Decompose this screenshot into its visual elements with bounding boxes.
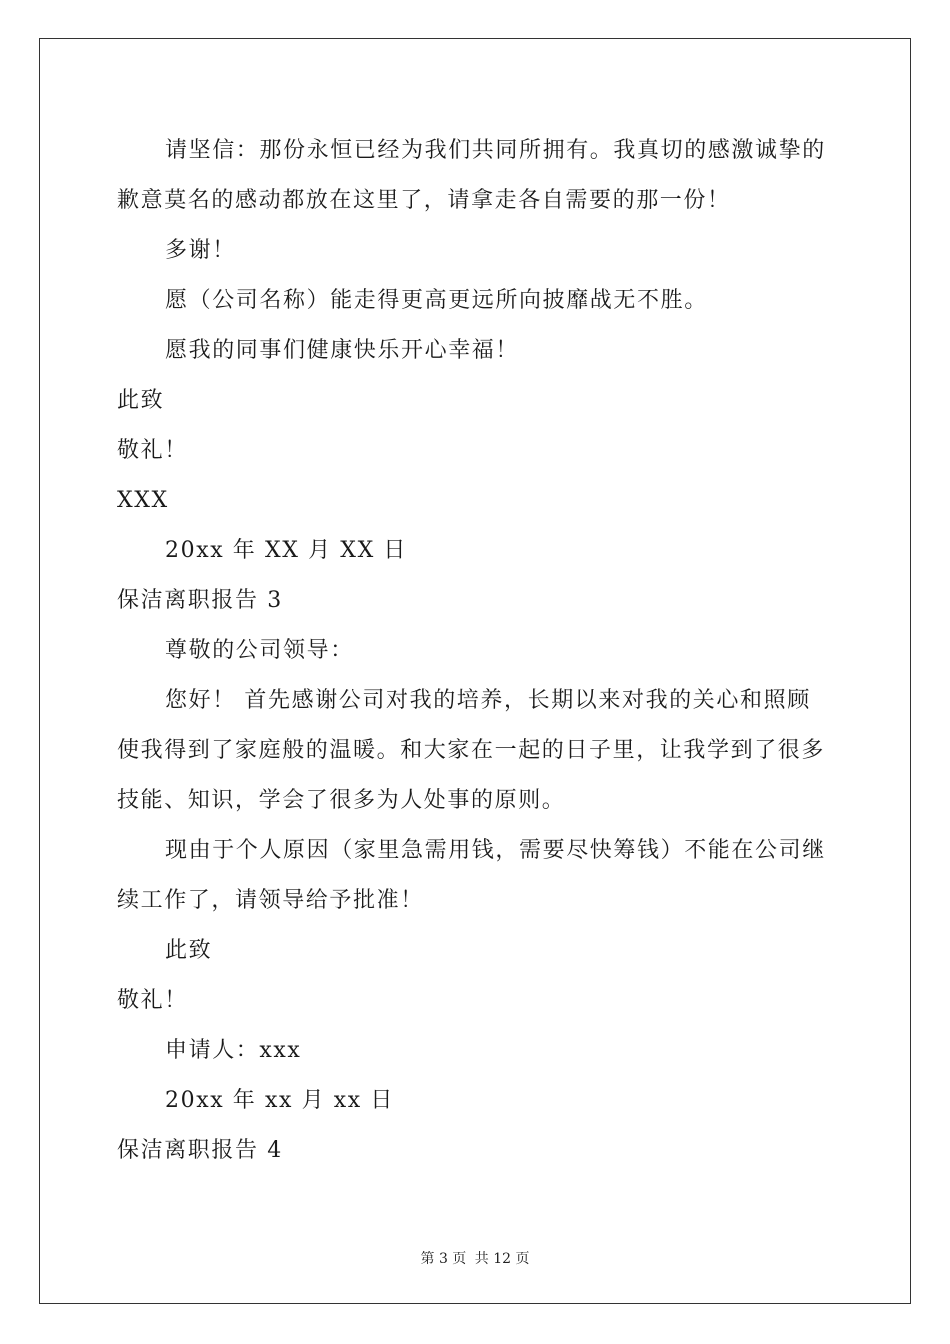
paragraph-line: 现由于个人原因（家里急需用钱，需要尽快筹钱）不能在公司继 (165, 838, 826, 863)
section-heading: 保洁离职报告 4 (117, 1138, 283, 1163)
page-total: 共 12 页 (474, 1251, 530, 1267)
section-heading: 保洁离职报告 3 (117, 588, 283, 613)
paragraph-line: 歉意莫名的感动都放在这里了，请拿走各自需要的那一份！ (117, 188, 731, 213)
applicant-name: 申请人：xxx (165, 1038, 302, 1063)
closing-regards: 敬礼！ (117, 438, 188, 463)
page-number: 第 3 页 (420, 1251, 467, 1267)
closing-salutation: 此致 (117, 388, 165, 413)
paragraph-line: 您好！ 首先感谢公司对我的培养，长期以来对我的关心和照顾 (165, 688, 811, 713)
paragraph-line: 愿我的同事们健康快乐开心幸福！ (165, 338, 520, 363)
paragraph-line: 技能、知识，学会了很多为人处事的原则。 (117, 788, 566, 813)
document-body (117, 126, 835, 1176)
signature-date: 20xx 年 xx 月 xx 日 (165, 1088, 395, 1113)
paragraph-line: 续工作了，请领导给予批准！ (117, 888, 424, 913)
closing-regards: 敬礼！ (117, 988, 188, 1013)
letter-greeting: 尊敬的公司领导： (165, 638, 354, 663)
closing-salutation: 此致 (165, 938, 213, 963)
signature-date: 20xx 年 XX 月 XX 日 (165, 538, 408, 563)
paragraph-line: 请坚信：那份永恒已经为我们共同所拥有。我真切的感激诚挚的 (165, 138, 826, 163)
paragraph-line: 使我得到了家庭般的温暖。和大家在一起的日子里，让我学到了很多 (117, 738, 826, 763)
page-footer (0, 1248, 950, 1268)
paragraph-line: 多谢！ (165, 238, 236, 263)
signature-name: XXX (117, 488, 169, 513)
paragraph-line: 愿（公司名称）能走得更高更远所向披靡战无不胜。 (165, 288, 708, 313)
